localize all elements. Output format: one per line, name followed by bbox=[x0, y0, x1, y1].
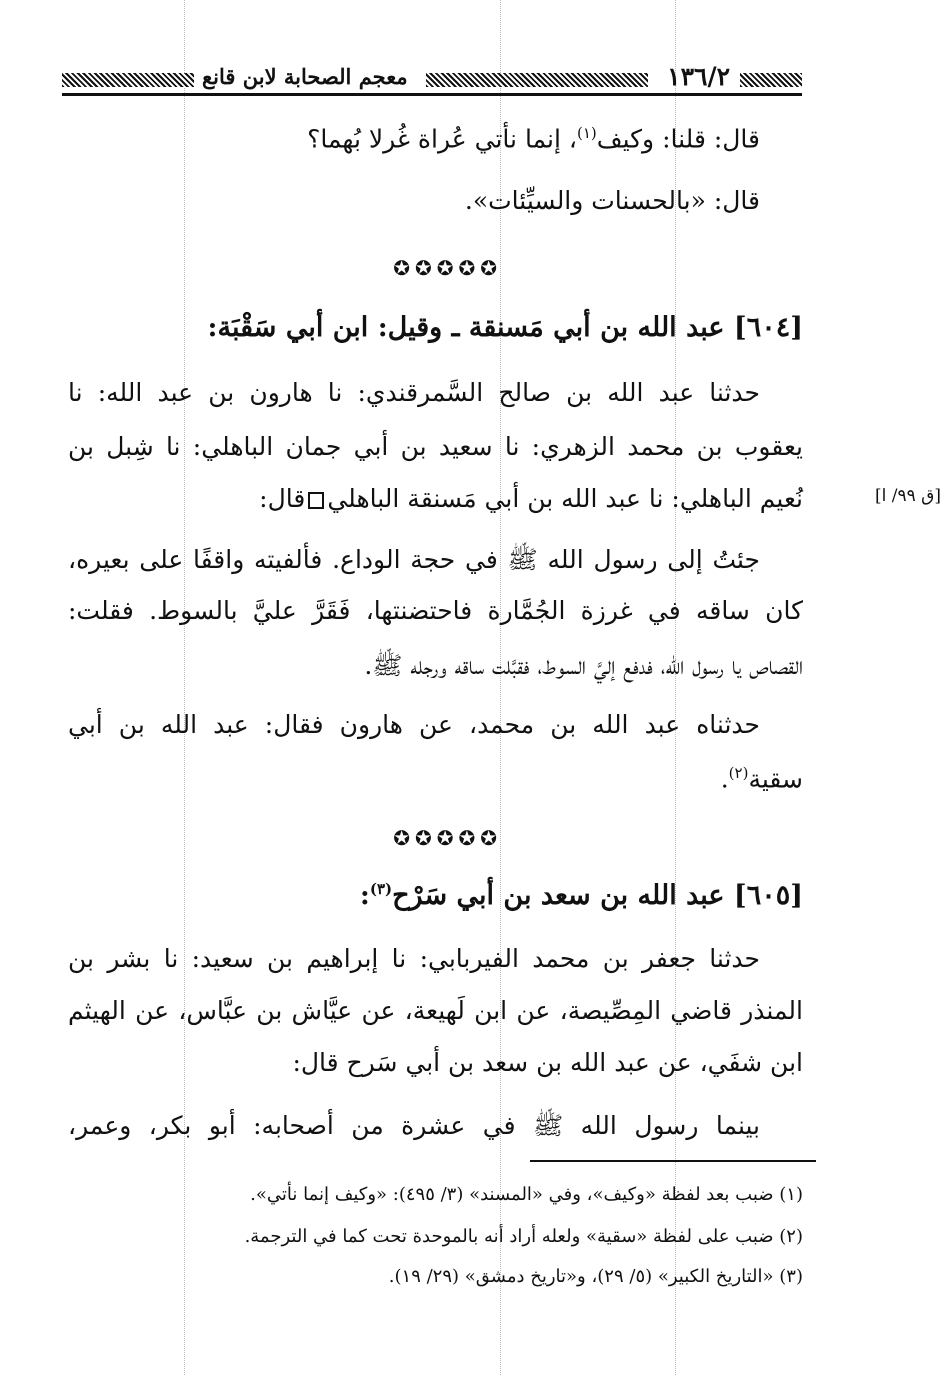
entry-heading-604: [٦٠٤] عبد الله بن أبي مَسنقة ـ وقيل: ابن أبي سَقْبَة: bbox=[207, 312, 803, 343]
text-line: حدثناه عبد الله بن محمد، عن هارون فقال: عبد الله بن أبي bbox=[68, 710, 760, 739]
section-separator: ✪✪✪✪✪ bbox=[393, 826, 502, 850]
footnote-marker: (٣) bbox=[369, 880, 393, 898]
text-line: سقية$^{(٢)}$. bbox=[720, 764, 803, 794]
footnote: (٢) ضبب على لفظة «سقية» ولعله أراد أنه بالموحدة تحت كما في الترجمة. bbox=[244, 1226, 803, 1247]
isnad-line: ابن شفَي، عن عبد الله بن سعد بن أبي سَرح قال: bbox=[292, 1048, 803, 1077]
matn-line: كان ساقه في غرزة الجُمَّارة فاحتضنتها، فَقَرَّ عليَّ بالسوط. فقلت: bbox=[68, 596, 803, 625]
matn-line: القصاص يا رسول الله، فدفع إليَّ السوط، فقبَّلت ساقه ورجله ﷺ. bbox=[364, 651, 803, 680]
text-line: قال: قلنا: وكيف$^{(١)}$، إنما نأتي عُراة غُرلا بُهما؟ bbox=[307, 124, 760, 154]
footnote: (١) ضبب بعد لفظة «وكيف»، وفي «المسند» (٣/ ٤٩٥): «وكيف إنما نأتي». bbox=[250, 1184, 803, 1205]
section-separator: ✪✪✪✪✪ bbox=[393, 256, 502, 280]
entry-heading-605: [٦٠٥] عبد الله بن سعد بن أبي سَرْح$^{(٣)}$: bbox=[359, 880, 803, 911]
header-rule bbox=[62, 93, 802, 96]
isnad-line: حدثنا عبد الله بن صالح السَّمرقندي: نا هارون بن عبد الله: نا bbox=[68, 378, 760, 407]
isnad-line: المنذر قاضي المِصِّيصة، عن ابن لَهيعة، عن عيَّاش بن عبَّاس، عن الهيثم bbox=[68, 996, 803, 1025]
book-title: معجم الصحابة لابن قانع bbox=[202, 64, 408, 89]
matn-line: جئتُ إلى رسول الله ﷺ في حجة الوداع. فألفيته واقفًا على بعيره، bbox=[68, 545, 760, 574]
square-marker-icon bbox=[308, 492, 324, 509]
running-header bbox=[62, 60, 802, 96]
footnote-marker: (١) bbox=[576, 124, 597, 142]
footnote-rule bbox=[530, 1160, 816, 1162]
page-number: ١٣٦/٢ bbox=[667, 62, 730, 91]
header-ornament bbox=[426, 73, 648, 87]
isnad-line: نُعيم الباهلي: نا عبد الله بن أبي مَسنقة الباهليقال: bbox=[259, 484, 803, 513]
isnad-line: يعقوب بن محمد الزهري: نا سعيد بن أبي جمان الباهلي: نا شِبل بن bbox=[68, 432, 803, 461]
manuscript-folio-note: [ق ٩٩/ ا] bbox=[875, 486, 941, 506]
matn-line: بينما رسول الله ﷺ في عشرة من أصحابه: أبو بكر، وعمر، bbox=[68, 1111, 760, 1140]
header-ornament bbox=[740, 73, 802, 87]
footnote: (٣) «التاريخ الكبير» (٥/ ٢٩)، و«تاريخ دمشق» (٢٩/ ١٩). bbox=[388, 1266, 803, 1287]
isnad-line: حدثنا جعفر بن محمد الفيربابي: نا إبراهيم بن سعيد: نا بشر بن bbox=[68, 944, 760, 973]
footnote-marker: (٢) bbox=[728, 764, 749, 782]
scan-guide-line bbox=[184, 0, 185, 1375]
header-ornament bbox=[62, 73, 194, 87]
text-line: قال: «بالحسنات والسيِّئات». bbox=[464, 186, 760, 215]
